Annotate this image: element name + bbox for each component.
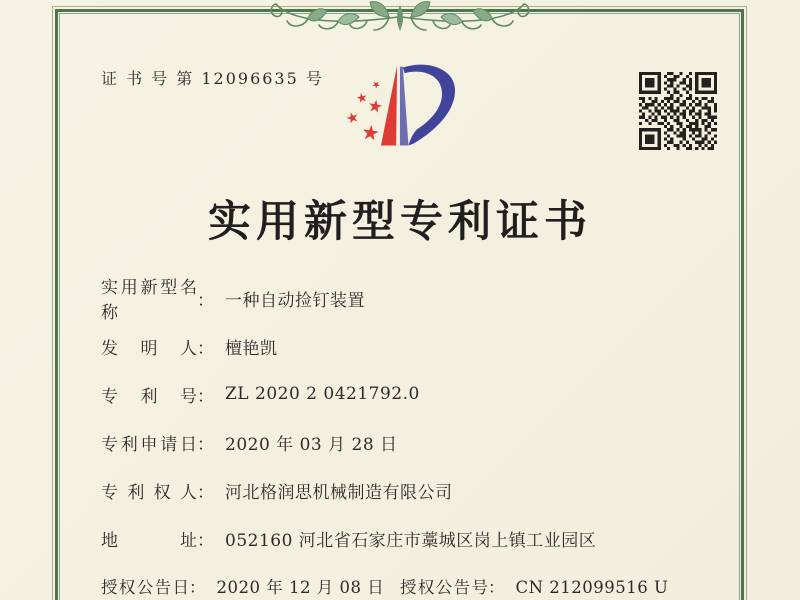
field-row-inventor [101,322,741,370]
field-separator: ： [197,290,214,311]
field-separator: ： [197,434,214,455]
grant-number-value: CN 212099516 U [515,578,669,597]
field-label: 发明人 [101,338,197,359]
field-label: 地址 [101,530,197,551]
field-label: 专利申请日 [101,434,197,455]
field-value: 河北格润思机械制造有限公司 [225,482,453,503]
field-separator: ： [197,530,214,551]
cnipa-patent-logo-icon [336,59,462,154]
grant-number-group [400,574,668,598]
grant-date-value: 2020 年 12 月 08 日 [216,578,385,597]
field-separator: ： [488,578,505,597]
certificate-title: 实用新型专利证书 [208,197,592,247]
qr-code-icon [639,72,717,150]
certificate-number: 证 书 号 第 12096635 号 [101,69,324,88]
flourish-ornament-icon [270,0,530,34]
field-value: 檀艳凯 [225,338,278,359]
field-list [101,274,741,562]
field-separator: ： [197,338,214,359]
field-separator: ： [189,578,206,597]
grant-date-label: 授权公告日 [101,578,189,597]
field-value: 052160 河北省石家庄市藁城区岗上镇工业园区 [225,530,597,551]
field-row-patent-number [101,370,741,418]
grant-date-group [101,574,384,598]
field-label: 专利权人 [101,482,197,503]
field-separator: ： [197,482,214,503]
field-row-filing-date [101,418,741,466]
field-label: 专利号 [101,386,197,407]
field-row-address [101,514,741,562]
grant-number-label: 授权公告号 [400,578,488,597]
field-separator: ： [197,386,214,407]
field-row-patentee [101,466,741,514]
field-row-utility-model-name [101,274,741,322]
field-value: 2020 年 03 月 28 日 [225,434,398,455]
field-label: 实用新型名称 [101,278,197,323]
field-value: 一种自动捡钉装置 [225,290,365,311]
field-value: ZL 2020 2 0421792.0 [225,384,420,404]
